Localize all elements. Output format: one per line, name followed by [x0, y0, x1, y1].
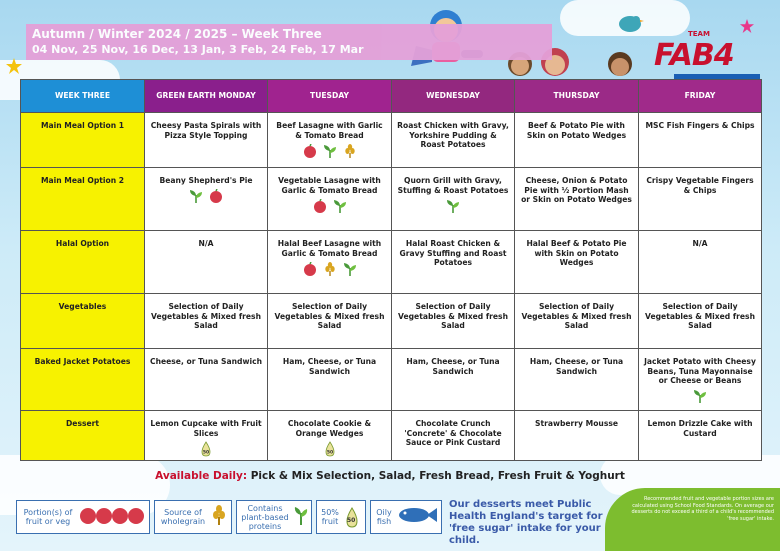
- menu-cell: [268, 231, 392, 294]
- menu-cell: [639, 294, 762, 349]
- row-label: Baked Jacket Potatoes: [21, 349, 145, 411]
- menu-item-text: Jacket Potato with Cheesy Beans, Tuna Mayonnaise or Cheese or Beans: [644, 357, 756, 385]
- dietary-icons: [272, 262, 387, 278]
- column-header: GREEN EARTH MONDAY: [145, 80, 268, 113]
- menu-item-text: Cheesy Pasta Spirals with Pizza Style Topping: [150, 121, 262, 140]
- menu-cell: [268, 294, 392, 349]
- legend-fruit-veg: [16, 500, 150, 534]
- menu-cell: [515, 168, 639, 231]
- menu-item-text: Cheese, Onion & Potato Pie with ½ Portion Mash or Skin on Potato Wedges: [521, 176, 632, 204]
- menu-item-text: Strawberry Mousse: [534, 419, 619, 428]
- fruit-50-badge: 50: [347, 517, 356, 524]
- menu-cell: [392, 294, 515, 349]
- dietary-icons: [643, 390, 757, 406]
- plant-icon: [333, 199, 347, 216]
- menu-item-text: Chocolate Cookie & Orange Wedges: [287, 419, 372, 438]
- table-row: [21, 349, 762, 411]
- wholegrain-icon: [343, 144, 357, 161]
- dietary-icons: [272, 442, 387, 458]
- fruit-veg-icon: [209, 189, 223, 206]
- wholegrain-icon: [211, 505, 227, 529]
- menu-cell: [515, 411, 639, 461]
- plant-icon: [323, 144, 337, 161]
- column-header: FRIDAY: [639, 80, 762, 113]
- legend-label: Source of wholegrain: [160, 508, 206, 526]
- fruit-50-icon: [199, 441, 213, 460]
- weekly-menu-table: [20, 79, 762, 461]
- menu-item-text: Selection of Daily Vegetables & Mixed fresh Salad: [645, 302, 755, 330]
- logo-team-text: TEAM: [688, 30, 710, 38]
- fruit-50-icon: [343, 506, 361, 528]
- legend-label: 50% fruit: [321, 508, 339, 526]
- menu-item-text: Selection of Daily Vegetables & Mixed fresh Salad: [521, 302, 632, 330]
- menu-item-text: Crispy Vegetable Fingers & Chips: [646, 176, 754, 195]
- dietary-icons: [149, 442, 263, 458]
- plant-icon: [446, 199, 460, 216]
- wholegrain-icon: [323, 262, 337, 279]
- menu-cell: [268, 168, 392, 231]
- menu-item-text: Chocolate Crunch 'Concrete' & Chocolate Sauce or Pink Custard: [404, 419, 502, 447]
- column-header: WEEK THREE: [21, 80, 145, 113]
- legend-50-fruit: [316, 500, 366, 534]
- column-header: WEDNESDAY: [392, 80, 515, 113]
- row-label: Vegetables: [21, 294, 145, 349]
- menu-cell: [639, 113, 762, 168]
- menu-item-text: Vegetable Lasagne with Garlic & Tomato Bread: [278, 176, 381, 195]
- bird-icon: [616, 12, 644, 38]
- menu-cell: [639, 168, 762, 231]
- menu-cell: [392, 411, 515, 461]
- menu-cell: [145, 411, 268, 461]
- menu-item-text: Selection of Daily Vegetables & Mixed fresh Salad: [398, 302, 508, 330]
- row-label: Dessert: [21, 411, 145, 461]
- table-header-row: [21, 80, 762, 113]
- menu-item-text: Ham, Cheese, or Tuna Sandwich: [282, 357, 377, 376]
- menu-item-text: Selection of Daily Vegetables & Mixed fresh Salad: [151, 302, 261, 330]
- fruit-50-icon: [323, 441, 337, 460]
- menu-item-text: N/A: [692, 239, 708, 248]
- plant-icon: [189, 189, 203, 206]
- column-header: TUESDAY: [268, 80, 392, 113]
- dietary-icons: [272, 199, 387, 215]
- menu-cell: [145, 294, 268, 349]
- menu-cell: [145, 168, 268, 231]
- menu-item-text: N/A: [198, 239, 214, 248]
- column-header: THURSDAY: [515, 80, 639, 113]
- menu-cell: [639, 349, 762, 411]
- legend-label: Oily fish: [376, 508, 392, 526]
- dietary-icons: [272, 144, 387, 160]
- available-daily-label: Available Daily:: [155, 470, 248, 482]
- fruit-veg-icon: [79, 505, 145, 529]
- fruit-veg-icon: [303, 144, 317, 161]
- legend-label: Portion(s) of fruit or veg: [23, 508, 73, 526]
- table-row: [21, 231, 762, 294]
- menu-item-text: Beef & Potato Pie with Skin on Potato Wedges: [526, 121, 627, 140]
- portion-guidance-note: Recommended fruit and vegetable portion sizes are calculated using School Food Standards. On average our desserts do not exceed a third of a child's recommended 'free sugar' intake.: [605, 488, 780, 551]
- menu-cell: [268, 349, 392, 411]
- svg-text:50: 50: [202, 450, 210, 456]
- menu-title: Autumn / Winter 2024 / 2025 – Week Three: [32, 27, 322, 41]
- menu-item-text: Halal Beef & Potato Pie with Skin on Potato Wedges: [526, 239, 627, 267]
- menu-item-text: MSC Fish Fingers & Chips: [645, 121, 755, 130]
- legend-plant-protein: [236, 500, 312, 534]
- row-label: Main Meal Option 2: [21, 168, 145, 231]
- plant-icon: [293, 505, 309, 529]
- svg-text:50: 50: [326, 450, 333, 456]
- menu-title-banner: [26, 24, 552, 60]
- menu-item-text: Ham, Cheese, or Tuna Sandwich: [406, 357, 500, 376]
- menu-cell: [145, 231, 268, 294]
- menu-cell: [392, 113, 515, 168]
- menu-cell: [392, 231, 515, 294]
- menu-cell: [639, 411, 762, 461]
- row-label: Main Meal Option 1: [21, 113, 145, 168]
- menu-cell: [268, 113, 392, 168]
- menu-item-text: Selection of Daily Vegetables & Mixed fresh Salad: [274, 302, 385, 330]
- plant-icon: [343, 262, 357, 279]
- legend-label: Contains plant-based proteins: [241, 503, 289, 531]
- menu-cell: [515, 294, 639, 349]
- menu-item-text: Ham, Cheese, or Tuna Sandwich: [529, 357, 624, 376]
- available-daily: [0, 470, 780, 482]
- fruit-veg-icon: [313, 199, 327, 216]
- star-icon: [6, 58, 22, 78]
- menu-cell: [145, 113, 268, 168]
- menu-item-text: Halal Roast Chicken & Gravy Stuffing and Roast Potatoes: [399, 239, 507, 267]
- table-row: [21, 168, 762, 231]
- menu-item-text: Cheese, or Tuna Sandwich: [150, 357, 262, 366]
- menu-cell: [639, 231, 762, 294]
- sugar-target-message: Our desserts meet Public Health England's target for 'free sugar' intake for your child.: [449, 499, 603, 546]
- menu-item-text: Beany Shepherd's Pie: [159, 176, 253, 185]
- logo-fab4-text: FAB4: [654, 38, 734, 73]
- menu-cell: [392, 168, 515, 231]
- table-row: [21, 294, 762, 349]
- fish-icon: [397, 505, 437, 529]
- menu-cell: [515, 113, 639, 168]
- dietary-icons: [396, 199, 510, 215]
- menu-item-text: Lemon Cupcake with Fruit Slices: [150, 419, 262, 438]
- fruit-veg-icon: [303, 262, 317, 279]
- plant-icon: [693, 389, 707, 406]
- menu-item-text: Halal Beef Lasagne with Garlic & Tomato Bread: [277, 239, 382, 258]
- table-row: [21, 411, 762, 461]
- menu-item-text: Beef Lasagne with Garlic & Tomato Bread: [276, 121, 383, 140]
- menu-cell: [515, 349, 639, 411]
- dietary-icons: [149, 190, 263, 206]
- team-fab4-logo: [650, 30, 762, 80]
- legend-oily-fish: [370, 500, 442, 534]
- legend-wholegrain: [154, 500, 232, 534]
- menu-cell: [145, 349, 268, 411]
- menu-item-text: Lemon Drizzle Cake with Custard: [647, 419, 753, 438]
- menu-item-text: Quorn Grill with Gravy, Stuffing & Roast Potatoes: [397, 176, 509, 195]
- available-daily-text: Pick & Mix Selection, Salad, Fresh Bread, Fresh Fruit & Yoghurt: [250, 470, 625, 482]
- menu-dates: 04 Nov, 25 Nov, 16 Dec, 13 Jan, 3 Feb, 24 Feb, 17 Mar: [32, 43, 364, 56]
- menu-cell: [268, 411, 392, 461]
- menu-cell: [515, 231, 639, 294]
- menu-item-text: Roast Chicken with Gravy, Yorkshire Pudding & Roast Potatoes: [397, 121, 509, 149]
- table-row: [21, 113, 762, 168]
- row-label: Halal Option: [21, 231, 145, 294]
- menu-cell: [392, 349, 515, 411]
